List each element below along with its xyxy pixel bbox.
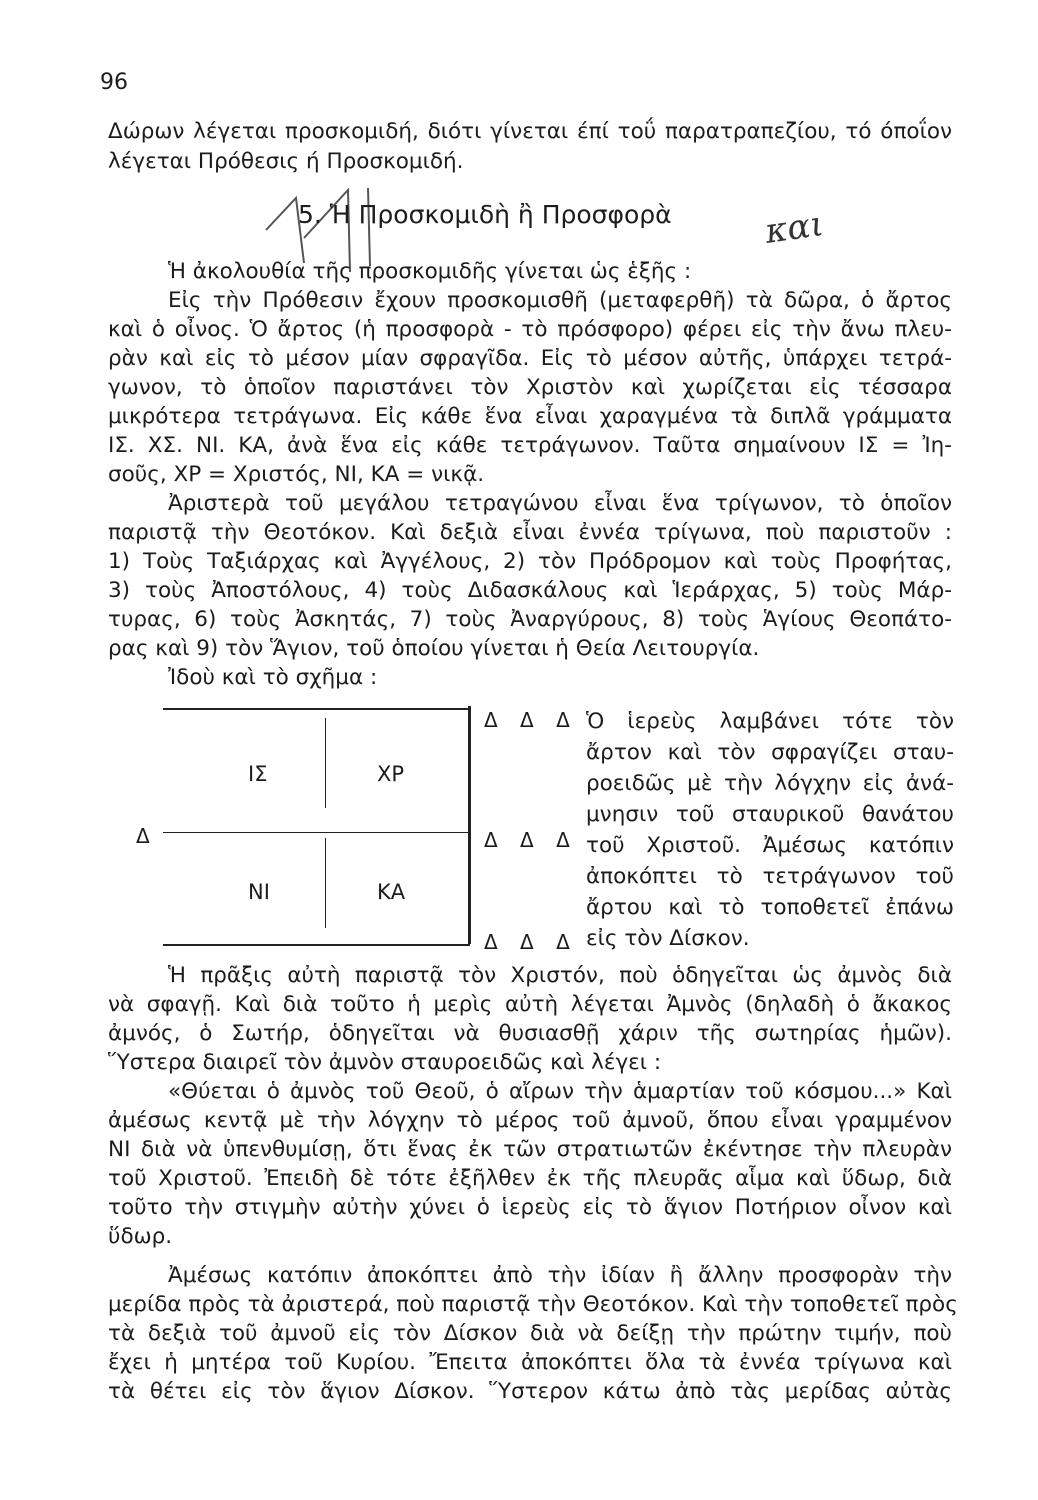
text-line: Ἡ πρᾶξις αὐτὴ παριστᾷ τὸν Χριστόν, ποὺ ὁδηγεῖται ὡς ἀμνὸς διὰ [168,963,952,988]
side-text-line: Ὁ ἱερεὺς λαμβάνει τότε τὸν [586,709,954,734]
side-text-line: ἄρτου καὶ τὸ τοποθετεῖ ἐπάνω [586,895,954,920]
diagram-divider [325,718,326,808]
cell-ni: ΝΙ [248,880,270,904]
text-line: ἀμνός, ὁ Σωτήρ, ὁδηγεῖται νὰ θυσιασθῇ χάριν τῆς σωτηρίας ἡμῶν). [108,1021,952,1046]
text-line: Ἰδοὺ καὶ τὸ σχῆμα : [168,665,378,690]
text-line: ἔχει ἡ μητέρα τοῦ Κυρίου. Ἔπειτα ἀποκόπτει ὅλα τὰ ἐννέα τρίγωνα καὶ [108,1350,952,1375]
text-line: Εἰς τὴν Πρόθεσιν ἔχουν προσκομισθῆ (μεταφερθῆ) τὰ δῶρα, ὁ ἄρτος [168,288,952,313]
text-line: τὰ δεξιὰ τοῦ ἀμνοῦ εἰς τὸν Δίσκον διὰ νὰ δείξῃ τὴν πρώτην τιμήν, ποὺ [108,1321,952,1346]
text-line: ΝΙ διὰ νὰ ὑπενθυμίσῃ, ὅτι ἕνας ἐκ τῶν στρατιωτῶν ἐκέντησε τὴν πλευρὰν [108,1137,952,1162]
side-text-line: ροειδῶς μὲ τὴν λόγχην εἰς ἀνά- [586,771,954,796]
cell-ka: ΚΑ [377,880,406,904]
text-line: ρὰν καὶ εἰς τὸ μέσον μίαν σφραγῖδα. Εἰς τὸ μέσον αὐτῆς, ὑπάρχει τετρά- [108,346,952,371]
text-line: τὰ θέτει εἰς τὸν ἅγιον Δίσκον. Ὕστερον κάτω ἀπὸ τὰς μερίδας αὐτὰς [108,1379,952,1404]
handwritten-note: και [762,204,827,252]
diagram-right-border [468,706,471,944]
cell-xr: ΧΡ [377,762,405,786]
text-line: «Θύεται ὁ ἀμνὸς τοῦ Θεοῦ, ὁ αἴρων τὴν ἁμαρτίαν τοῦ κόσμου...» Καὶ [168,1079,952,1104]
text-line: ρας καὶ 9) τὸν Ἅγιον, τοῦ ὁποίου γίνεται ἡ Θεία Λειτουργία. [108,636,760,661]
text-line: ΙΣ. ΧΣ. ΝΙ. ΚΑ, ἀνὰ ἕνα εἰς κάθε τετράγωνον. Ταῦτα σημαίνουν ΙΣ = Ἰη- [108,433,952,458]
text-line: νὰ σφαγῇ. Καὶ διὰ τοῦτο ἡ μερὶς αὐτὴ λέγεται Ἀμνὸς (δηλαδὴ ὁ ἄκακος [108,992,952,1017]
side-text-line: ἄρτον καὶ τὸν σφραγίζει σταυ- [586,740,954,765]
text-line: σοῦς, ΧΡ = Χριστός, ΝΙ, ΚΑ = νικᾷ. [108,462,485,487]
side-text-line: εἰς τὸν Δίσκον. [586,926,750,951]
text-line: ἀμέσως κεντᾷ μὲ τὴν λόγχην τὸ μέρος τοῦ ἀμνοῦ, ὅπου εἶναι γραμμένον [108,1108,952,1133]
right-triangles-row: Δ Δ Δ [484,708,578,732]
text-line: Ἀμέσως κατόπιν ἀποκόπτει ἀπὸ τὴν ἰδίαν ἢ ἄλλην προσφορὰν τὴν [168,1263,952,1288]
diagram-divider [163,832,470,833]
text-line: Ὕστερα διαιρεῖ τὸν ἀμνὸν σταυροειδῶς καὶ λέγει : [108,1050,662,1075]
text-line: Ἡ ἀκολουθία τῆς προσκομιδῆς γίνεται ὡς ἑξῆς : [168,259,692,284]
text-line: παριστᾷ τὴν Θεοτόκον. Καὶ δεξιὰ εἶναι ἐννέα τρίγωνα, ποὺ παριστοῦν : [108,520,952,545]
text-line: καὶ ὁ οἶνος. Ὁ ἄρτος (ἡ προσφορὰ - τὸ πρόσφορο) φέρει εἰς τὴν ἄνω πλευ- [108,317,952,342]
text-line: Δώρων λέγεται προσκομιδή, διότι γίνεται έπί τοΰ παρατραπεζίου, τό όποΐον [108,119,952,144]
text-line: 3) τοὺς Ἀποστόλους, 4) τοὺς Διδασκάλους καὶ Ἱεράρχας, 5) τοὺς Μάρ- [108,578,952,603]
text-line: μικρότερα τετράγωνα. Εἰς κάθε ἕνα εἶναι χαραγμένα τὰ διπλᾶ γράμματα [108,404,952,429]
right-triangles-row: Δ Δ Δ [484,930,578,954]
text-line: γωνον, τὸ ὁποῖον παριστάνει τὸν Χριστὸν καὶ χωρίζεται εἰς τέσσαρα [108,375,952,400]
diagram-divider [325,838,326,928]
right-triangles-row: Δ Δ Δ [484,828,578,852]
seal-square [163,708,470,946]
text-line: τυρας, 6) τοὺς Ἀσκητάς, 7) τοὺς Ἀναργύρους, 8) τοὺς Ἁγίους Θεοπάτο- [108,607,952,632]
cell-is: ΙΣ [248,762,268,786]
side-text-line: μνησιν τοῦ σταυρικοῦ θανάτου [586,802,954,827]
text-line: τοῦ Χριστοῦ. Ἐπειδὴ δὲ τότε ἐξῆλθεν ἐκ τῆς πλευρᾶς αἷμα καὶ ὕδωρ, διὰ [108,1166,952,1191]
page-number: 96 [100,70,128,95]
side-text-line: τοῦ Χριστοῦ. Ἀμέσως κατόπιν [586,833,954,858]
section-heading: 5. Ἡ Προσκομιδὴ ἢ Προσφορὰ [298,200,672,229]
text-line: τοῦτο τὴν στιγμὴν αὐτὴν χύνει ὁ ἱερεὺς εἰς τὸ ἅγιον Ποτήριον οἶνον καὶ [108,1195,952,1220]
text-line: ὕδωρ. [108,1224,173,1249]
seal-diagram [130,700,600,960]
text-line: Ἀριστερὰ τοῦ μεγάλου τετραγώνου εἶναι ἕνα τρίγωνον, τὸ ὁποῖον [168,491,952,516]
text-line: λέγεται Πρόθεσις ή Προσκομιδή. [108,149,464,174]
text-line: μερίδα πρὸς τὰ ἀριστερά, ποὺ παριστᾷ τὴν Θεοτόκον. Καὶ τὴν τοποθετεῖ πρὸς [108,1292,958,1317]
text-line: 1) Τοὺς Ταξιάρχας καὶ Ἀγγέλους, 2) τὸν Πρόδρομον καὶ τοὺς Προφήτας, [108,549,952,574]
left-triangle: Δ [136,824,158,848]
side-text-line: ἀποκόπτει τὸ τετράγωνον τοῦ [586,864,954,889]
